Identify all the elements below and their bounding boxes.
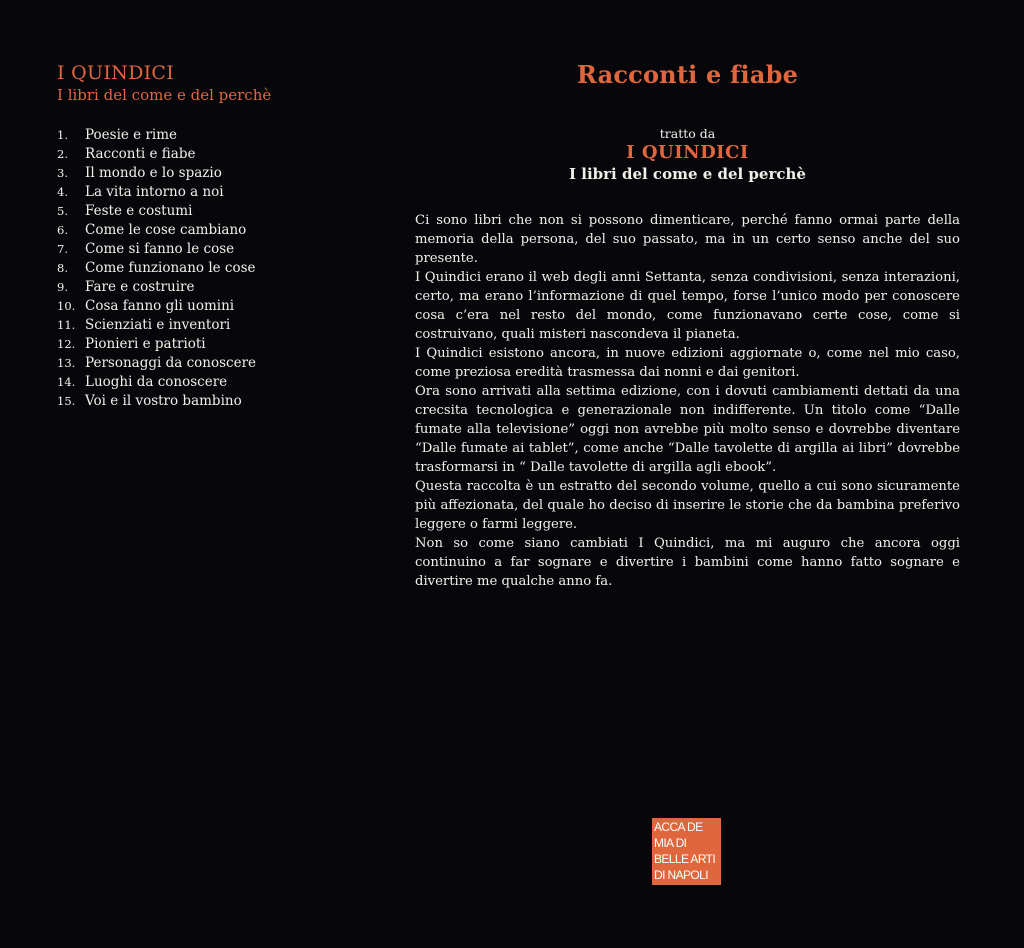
volume-title: Pionieri e patrioti bbox=[85, 336, 206, 352]
paragraph: Non so come siano cambiati I Quindici, ma mi auguro che ancora oggi continuino a far sognare e divertire i bambini come hanno fatto sognare e divertire me qualche anno fa. bbox=[415, 536, 960, 589]
logo-line: ACCA DE bbox=[654, 820, 703, 834]
volume-number: 7. bbox=[57, 242, 68, 256]
list-item bbox=[57, 183, 377, 202]
main-content bbox=[415, 60, 960, 591]
volume-title: Cosa fanno gli uomini bbox=[85, 298, 235, 314]
list-item bbox=[57, 392, 377, 411]
volume-number: 9. bbox=[57, 280, 68, 294]
volume-list bbox=[57, 126, 377, 411]
list-item bbox=[57, 221, 377, 240]
list-item bbox=[57, 335, 377, 354]
list-item bbox=[57, 240, 377, 259]
list-item bbox=[57, 373, 377, 392]
logo-line: BELLE ARTI bbox=[654, 852, 716, 866]
list-item bbox=[57, 202, 377, 221]
volume-number: 8. bbox=[57, 261, 68, 275]
source-subtitle: I libri del come e del perchè bbox=[569, 165, 806, 183]
volume-number: 5. bbox=[57, 204, 68, 218]
series-subtitle: I libri del come e del perchè bbox=[57, 86, 272, 104]
volume-title: Poesie e rime bbox=[85, 127, 178, 143]
list-item bbox=[57, 145, 377, 164]
volume-number: 14. bbox=[57, 375, 76, 389]
paragraph: I Quindici esistono ancora, in nuove edizioni aggiornate o, come nel mio caso, come preziosa eredità trasmessa dai nonni e dai genitori. bbox=[415, 346, 960, 380]
volume-number: 13. bbox=[57, 356, 76, 370]
paragraph: Ci sono libri che non si possono dimenticare, perché fanno ormai parte della memoria della persona, del suo passato, ma in un certo senso anche del suo presente. bbox=[415, 213, 960, 266]
volume-title: Come si fanno le cose bbox=[85, 241, 235, 257]
list-item bbox=[57, 126, 377, 145]
volume-number: 6. bbox=[57, 223, 68, 237]
academy-logo bbox=[652, 818, 721, 885]
series-title: I QUINDICI bbox=[57, 62, 175, 84]
volume-title: Come le cose cambiano bbox=[85, 222, 247, 238]
volume-number: 15. bbox=[57, 394, 76, 408]
paragraph: I Quindici erano il web degli anni Settanta, senza condivisioni, senza interazioni, certo, ma erano l’informazione di quel tempo, forse l’unico modo per conoscere cosa c’era nel resto del mondo, come funzionavano certe cose, come si costruivano, quali misteri nascondeva il pianeta. bbox=[415, 270, 960, 342]
list-item bbox=[57, 259, 377, 278]
paragraph: Ora sono arrivati alla settima edizione, con i dovuti cambiamenti dettati da una crecsita tecnologica e generazionale non indifferente. Un titolo come “Dalle fumate alla televisione” oggi non avrebbe più molto senso e dovrebbe diventare “Dalle fumate ai tablet”, come anche “Dalle tavolette di argilla ai libri” dovrebbe trasformarsi in “ Dalle tavolette di argilla agli ebook”. bbox=[415, 384, 960, 475]
list-item bbox=[57, 164, 377, 183]
volume-title: Luoghi da conoscere bbox=[85, 374, 228, 390]
paragraph: Questa raccolta è un estratto del secondo volume, quello a cui sono sicuramente più affezionata, del quale ho deciso di inserire le storie che da bambina preferivo leggere o farmi leggere. bbox=[415, 479, 960, 532]
volume-number: 11. bbox=[57, 318, 76, 332]
list-item bbox=[57, 316, 377, 335]
volume-title: Come funzionano le cose bbox=[85, 260, 256, 276]
volume-number: 12. bbox=[57, 337, 76, 351]
volume-title: Scienziati e inventori bbox=[85, 317, 231, 333]
logo-line: MIA DI bbox=[654, 836, 687, 850]
list-item bbox=[57, 278, 377, 297]
volume-title: Fare e costruire bbox=[85, 279, 195, 295]
volume-number: 2. bbox=[57, 147, 68, 161]
volume-title: Feste e costumi bbox=[85, 203, 193, 219]
source-title: I QUINDICI bbox=[626, 142, 749, 163]
volume-number: 4. bbox=[57, 185, 68, 199]
volume-number: 1. bbox=[57, 128, 68, 142]
volume-title: Personaggi da conoscere bbox=[85, 355, 257, 371]
volume-title: Voi e il vostro bambino bbox=[85, 393, 242, 409]
volume-number: 3. bbox=[57, 166, 68, 180]
volume-title: Racconti e fiabe bbox=[85, 146, 196, 162]
introduction-text bbox=[415, 211, 960, 591]
page-title: Racconti e fiabe bbox=[576, 60, 799, 89]
logo-line: DI NAPOLI bbox=[654, 868, 708, 882]
series-index bbox=[57, 62, 377, 411]
volume-title: La vita intorno a noi bbox=[85, 184, 224, 200]
tratto-da-label: tratto da bbox=[659, 126, 716, 141]
list-item bbox=[57, 354, 377, 373]
list-item bbox=[57, 297, 377, 316]
volume-title: Il mondo e lo spazio bbox=[85, 165, 222, 181]
volume-number: 10. bbox=[57, 299, 76, 313]
